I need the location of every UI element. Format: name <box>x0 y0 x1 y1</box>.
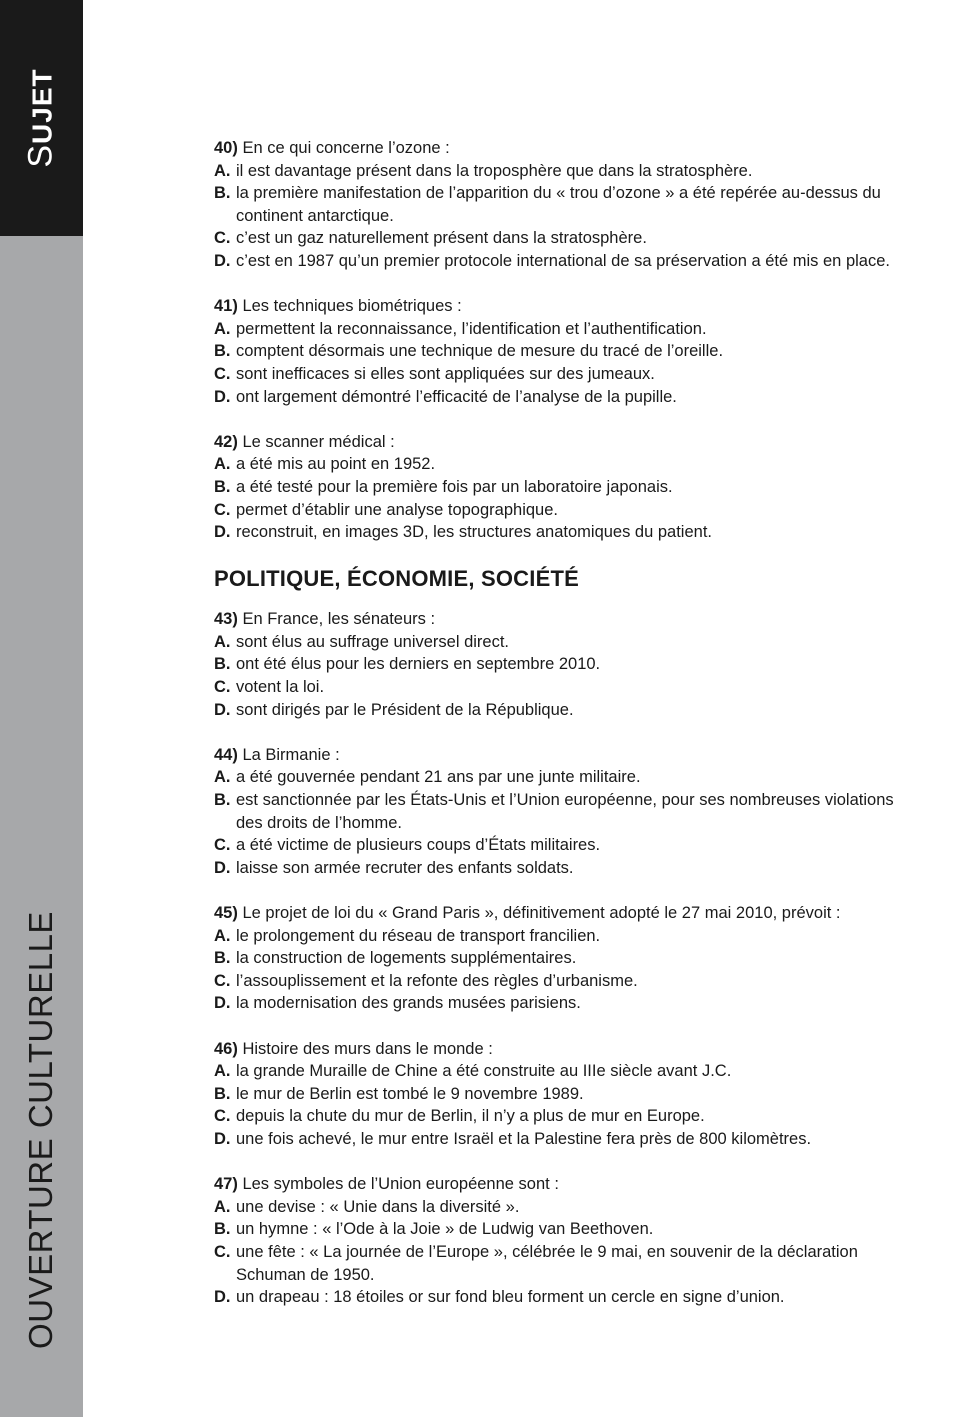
answer-letter: A. <box>214 1062 231 1081</box>
answer-letter: C. <box>214 678 231 697</box>
question-stem <box>214 902 904 925</box>
answer-letter: B. <box>214 1084 231 1103</box>
answer-text: il est davantage présent dans la troposphère que dans la stratosphère. <box>236 161 753 180</box>
answer-option <box>214 789 904 834</box>
answer-text: la modernisation des grands musées parisiens. <box>236 994 581 1013</box>
answer-text: la première manifestation de l’apparition du « trou d’ozone » a été repérée au-dessus du continent antarctique. <box>236 184 881 225</box>
answer-letter: D. <box>214 1288 231 1307</box>
question-text: Histoire des murs dans le monde : <box>242 1039 493 1058</box>
sidebar-section-label: OUVERTURE CULTURELLE <box>22 911 59 1349</box>
sidebar-sujet-initial: S <box>21 143 60 168</box>
answer-option <box>214 227 904 250</box>
answer-option <box>214 521 904 544</box>
question-stem <box>214 744 904 767</box>
answer-text: la grande Muraille de Chine a été construite au IIIe siècle avant J.C. <box>236 1062 732 1081</box>
answer-option <box>214 476 904 499</box>
answer-letter: B. <box>214 477 231 496</box>
answer-text: a été testé pour la première fois par un laboratoire japonais. <box>236 477 673 496</box>
answer-option <box>214 499 904 522</box>
answer-letter: C. <box>214 836 231 855</box>
answer-letter: D. <box>214 1129 231 1148</box>
answer-option <box>214 1286 904 1309</box>
answer-text: comptent désormais une technique de mesure du tracé de l’oreille. <box>236 342 724 361</box>
answer-letter: B. <box>214 1220 231 1239</box>
answer-option <box>214 1196 904 1219</box>
question-list <box>214 137 904 1331</box>
answer-text: sont dirigés par le Président de la République. <box>236 700 574 719</box>
answer-text: sont inefficaces si elles sont appliquées sur des jumeaux. <box>236 364 655 383</box>
answer-text: la construction de logements supplémentaires. <box>236 949 577 968</box>
question-number: 44) <box>214 745 238 764</box>
answer-letter: D. <box>214 858 231 877</box>
answer-option <box>214 1218 904 1241</box>
answer-option <box>214 1083 904 1106</box>
answer-option <box>214 970 904 993</box>
answer-option <box>214 699 904 722</box>
answer-option <box>214 834 904 857</box>
answer-text: l’assouplissement et la refonte des règles d’urbanisme. <box>236 971 638 990</box>
answer-letter: C. <box>214 229 231 248</box>
question-block <box>214 608 904 721</box>
answer-letter: B. <box>214 342 231 361</box>
question-number: 42) <box>214 432 238 451</box>
answer-text: une fête : « La journée de l’Europe », célébrée le 9 mai, en souvenir de la déclaration Schuman de 1950. <box>236 1242 858 1284</box>
question-number: 43) <box>214 610 238 629</box>
answer-option <box>214 766 904 789</box>
answer-option <box>214 250 904 273</box>
answer-option <box>214 1128 904 1151</box>
answer-text: reconstruit, en images 3D, les structures anatomiques du patient. <box>236 523 712 542</box>
answer-text: a été mis au point en 1952. <box>236 455 436 474</box>
answer-text: ont été élus pour les derniers en septembre 2010. <box>236 655 601 674</box>
answer-letter: A. <box>214 161 231 180</box>
answer-letter: C. <box>214 1107 231 1126</box>
answer-option <box>214 992 904 1015</box>
answer-letter: D. <box>214 251 231 270</box>
answer-letter: C. <box>214 500 231 519</box>
answer-text: depuis la chute du mur de Berlin, il n’y a plus de mur en Europe. <box>236 1107 705 1126</box>
answer-letter: A. <box>214 768 231 787</box>
answer-option <box>214 1241 904 1286</box>
answer-letter: B. <box>214 655 231 674</box>
answer-option <box>214 631 904 654</box>
answer-option <box>214 318 904 341</box>
answer-text: a été victime de plusieurs coups d’États militaires. <box>236 836 601 855</box>
answer-text: un hymne : « l’Ode à la Joie » de Ludwig van Beethoven. <box>236 1220 654 1239</box>
answer-option <box>214 1105 904 1128</box>
answer-letter: D. <box>214 994 231 1013</box>
question-text: En France, les sénateurs : <box>242 610 436 629</box>
question-block <box>214 902 904 1015</box>
answer-text: laisse son armée recruter des enfants soldats. <box>236 858 574 877</box>
answer-option <box>214 676 904 699</box>
answer-text: le prolongement du réseau de transport francilien. <box>236 926 601 945</box>
sidebar-sujet-label <box>22 68 61 167</box>
question-text: Le scanner médical : <box>242 432 395 451</box>
question-number: 40) <box>214 139 238 157</box>
answer-letter: A. <box>214 632 231 651</box>
answer-letter: B. <box>214 791 231 810</box>
answer-option <box>214 453 904 476</box>
answer-text: c’est un gaz naturellement présent dans la stratosphère. <box>236 229 647 248</box>
answer-letter: D. <box>214 523 231 542</box>
question-text: Les symboles de l’Union européenne sont : <box>242 1175 559 1194</box>
answer-letter: C. <box>214 364 231 383</box>
answer-text: votent la loi. <box>236 678 325 697</box>
answer-text: sont élus au suffrage universel direct. <box>236 632 510 651</box>
answer-text: une fois achevé, le mur entre Israël et la Palestine fera près de 800 kilomètres. <box>236 1129 812 1148</box>
answer-text: le mur de Berlin est tombé le 9 novembre 1989. <box>236 1084 584 1103</box>
answer-option <box>214 947 904 970</box>
question-stem <box>214 431 904 454</box>
answer-letter: C. <box>214 1242 231 1261</box>
answer-text: c’est en 1987 qu’un premier protocole international de sa préservation a été mis en place. <box>236 251 890 270</box>
question-text: Les techniques biométriques : <box>242 297 462 316</box>
answer-text: est sanctionnée par les États-Unis et l’Union européenne, pour ses nombreuses violations des droits de l’homme. <box>236 791 894 832</box>
answer-letter: B. <box>214 184 231 203</box>
question-stem <box>214 1038 904 1061</box>
question-text: La Birmanie : <box>242 745 340 764</box>
answer-letter: A. <box>214 1197 231 1216</box>
answer-option <box>214 653 904 676</box>
answer-text: permet d’établir une analyse topographique. <box>236 500 558 519</box>
question-number: 41) <box>214 297 238 316</box>
answer-text: un drapeau : 18 étoiles or sur fond bleu forment un cercle en signe d’union. <box>236 1288 785 1307</box>
question-block <box>214 1038 904 1151</box>
question-block <box>214 137 904 273</box>
answer-letter: B. <box>214 949 231 968</box>
answer-option <box>214 182 904 227</box>
questions-group-sciences <box>214 137 904 544</box>
answer-option <box>214 857 904 880</box>
answer-text: une devise : « Unie dans la diversité ». <box>236 1197 520 1216</box>
question-number: 47) <box>214 1175 238 1194</box>
question-stem <box>214 295 904 318</box>
question-block <box>214 431 904 544</box>
questions-group-politique <box>214 608 904 1308</box>
answer-option <box>214 1060 904 1083</box>
section-heading: POLITIQUE, ÉCONOMIE, SOCIÉTÉ <box>214 566 579 592</box>
answer-option <box>214 160 904 183</box>
answer-option <box>214 925 904 948</box>
answer-text: ont largement démontré l’efficacité de l’analyse de la pupille. <box>236 387 677 406</box>
question-number: 45) <box>214 904 238 922</box>
question-text: En ce qui concerne l’ozone : <box>242 139 450 157</box>
answer-letter: C. <box>214 971 231 990</box>
question-block <box>214 744 904 880</box>
question-text: Le projet de loi du « Grand Paris », définitivement adopté le 27 mai 2010, prévoit : <box>242 904 841 922</box>
question-number: 46) <box>214 1039 238 1058</box>
question-stem <box>214 1173 904 1196</box>
sidebar-sujet-rest: UJET <box>26 68 58 144</box>
answer-letter: A. <box>214 455 231 474</box>
answer-text: permettent la reconnaissance, l’identification et l’authentification. <box>236 319 707 338</box>
answer-letter: A. <box>214 926 231 945</box>
answer-option <box>214 340 904 363</box>
answer-option <box>214 363 904 386</box>
answer-letter: A. <box>214 319 231 338</box>
question-block <box>214 1173 904 1309</box>
answer-letter: D. <box>214 387 231 406</box>
question-stem <box>214 137 904 160</box>
answer-option <box>214 386 904 409</box>
answer-letter: D. <box>214 700 231 719</box>
question-stem <box>214 608 904 631</box>
question-block <box>214 295 904 408</box>
answer-text: a été gouvernée pendant 21 ans par une junte militaire. <box>236 768 641 787</box>
